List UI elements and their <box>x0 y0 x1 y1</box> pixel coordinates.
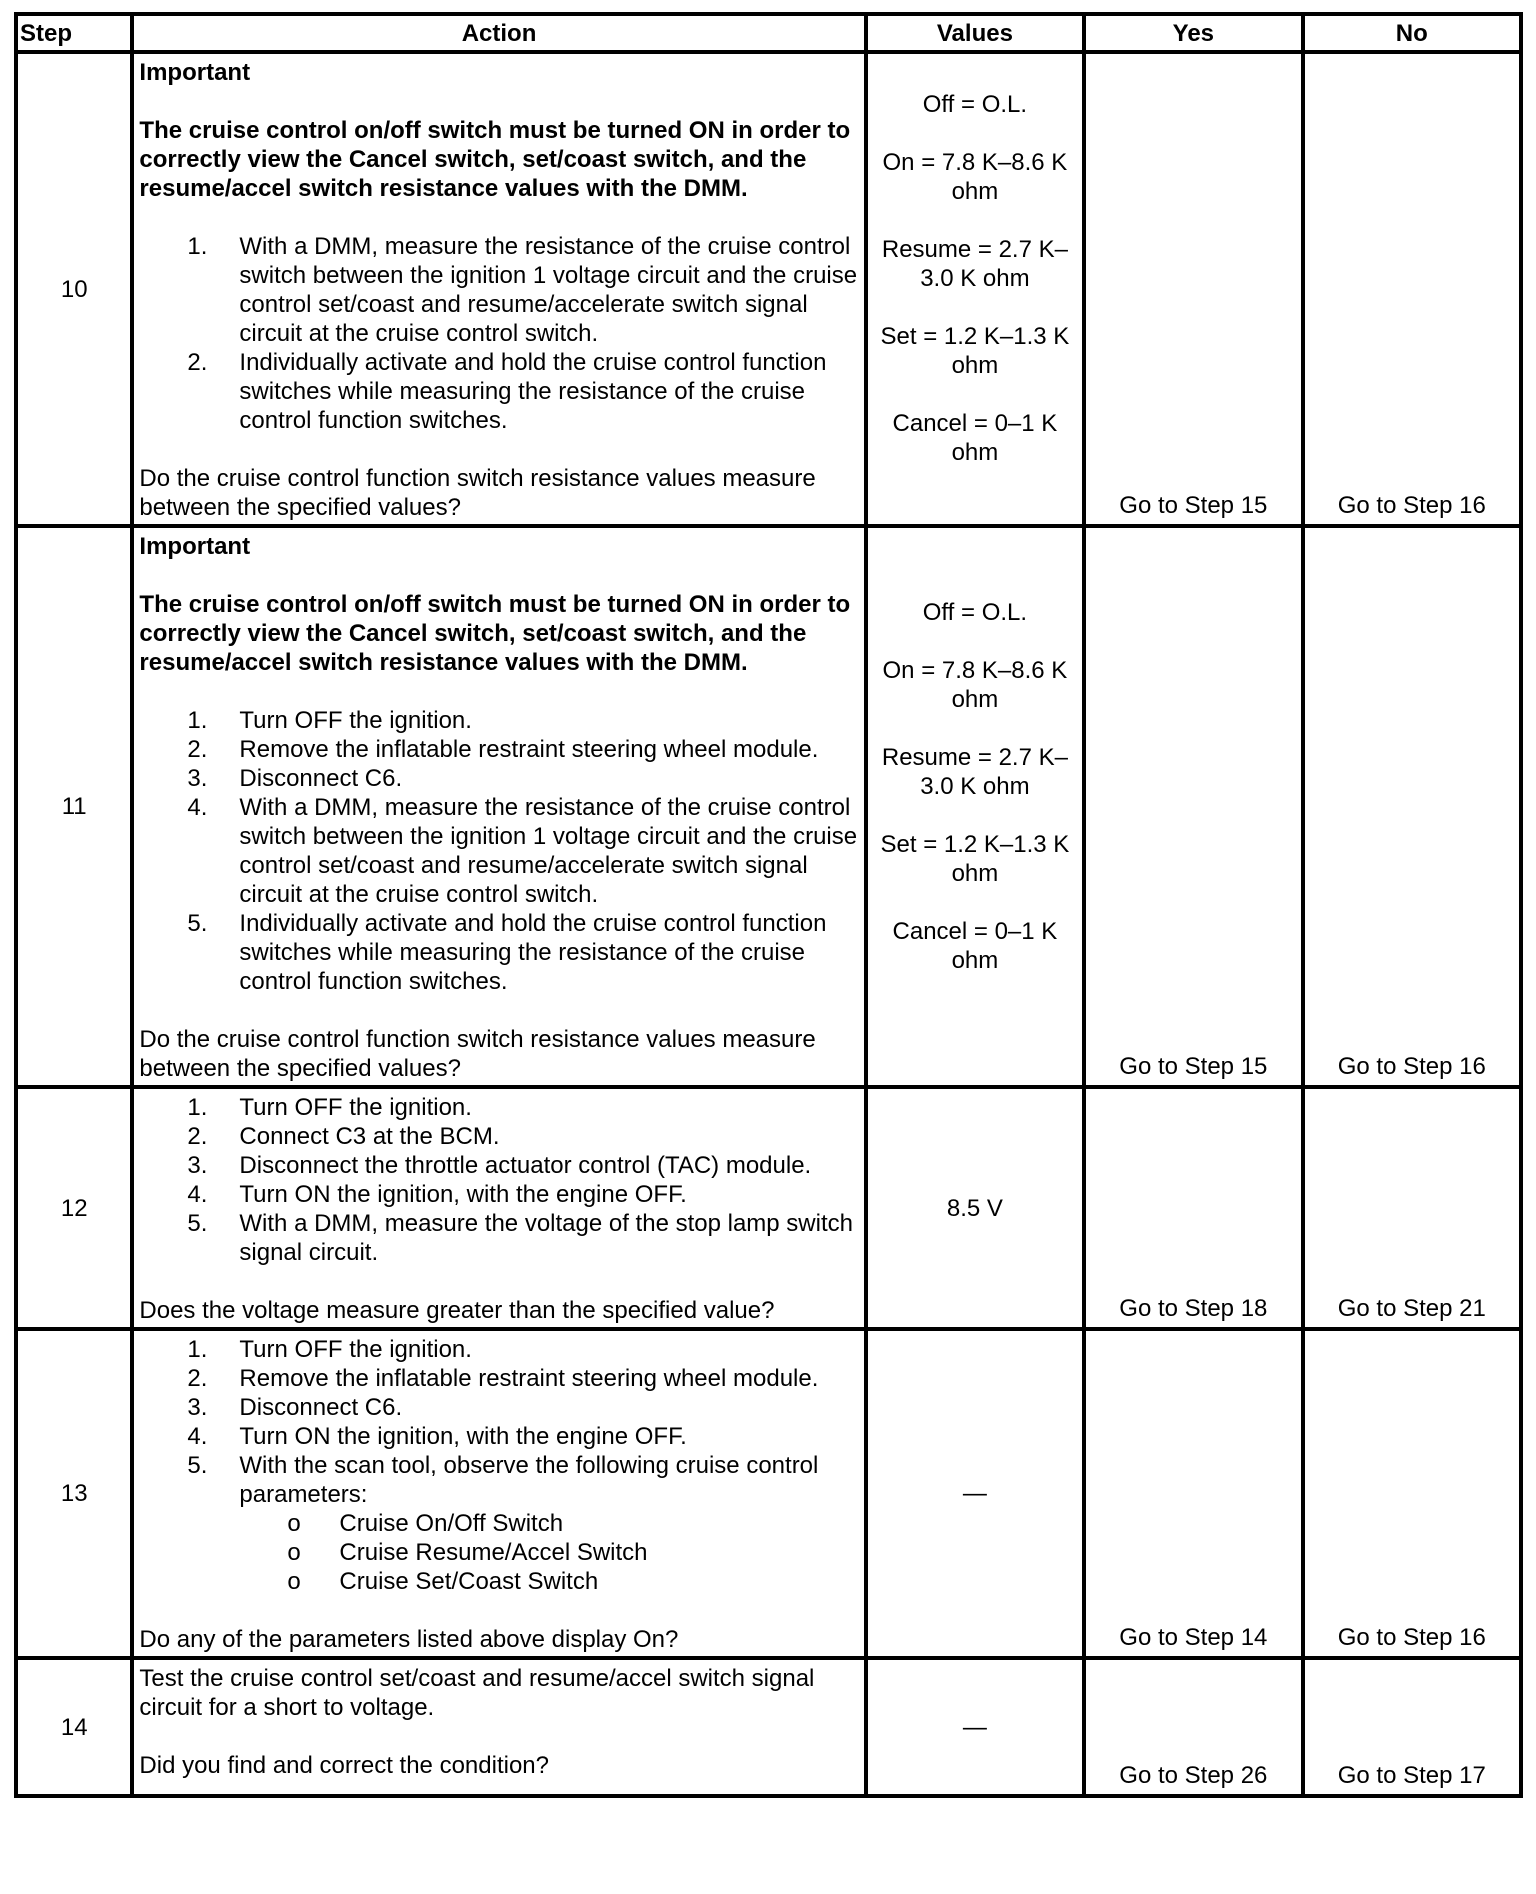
step-index: 5. <box>187 1210 208 1237</box>
list-item <box>239 1538 857 1567</box>
question-text: Do the cruise control function switch resistance values measure between the specified values? <box>139 1026 816 1082</box>
values-cell <box>866 52 1084 526</box>
step-number: 10 <box>16 52 132 526</box>
step-index: 3. <box>187 1394 208 1421</box>
value-item: On = 7.8 K–8.6 K ohm <box>882 657 1068 713</box>
step-text: Connect C3 at the BCM. <box>239 1123 500 1150</box>
list-item <box>239 1509 857 1538</box>
procedure-step <box>139 735 857 764</box>
step-index: 4. <box>187 1423 208 1450</box>
step-number: 12 <box>16 1087 132 1329</box>
procedure-step <box>139 1422 857 1451</box>
step-index: 3. <box>187 1152 208 1179</box>
step-text: Turn ON the ignition, with the engine OFF. <box>239 1423 687 1450</box>
no-cell: Go to Step 17 <box>1303 1658 1521 1796</box>
table-row <box>16 526 1521 1087</box>
step-index: 1. <box>187 707 208 734</box>
action-text: Test the cruise control set/coast and resume/accel switch signal circuit for a short to voltage. <box>139 1665 815 1721</box>
step-text: Individually activate and hold the cruise control function switches while measuring the resistance of the cruise control function switches. <box>239 910 827 995</box>
list-item <box>239 1567 857 1596</box>
step-index: 4. <box>187 1181 208 1208</box>
header-step: Step <box>16 14 132 52</box>
header-values: Values <box>866 14 1084 52</box>
procedure-step <box>139 1393 857 1422</box>
procedure-step <box>139 348 857 435</box>
header-no: No <box>1303 14 1521 52</box>
table-row <box>16 52 1521 526</box>
yes-cell: Go to Step 14 <box>1084 1329 1302 1658</box>
step-text: Turn OFF the ignition. <box>239 1094 472 1121</box>
bullet-icon: o <box>287 1568 301 1595</box>
question-text: Do the cruise control function switch resistance values measure between the specified values? <box>139 465 816 521</box>
yes-cell: Go to Step 15 <box>1084 52 1302 526</box>
value-item: Resume = 2.7 K–3.0 K ohm <box>881 744 1068 800</box>
step-index: 2. <box>187 736 208 763</box>
action-cell <box>132 1329 865 1658</box>
values-cell <box>866 1087 1084 1329</box>
no-cell: Go to Step 16 <box>1303 52 1521 526</box>
step-index: 2. <box>187 1123 208 1150</box>
step-index: 1. <box>187 1094 208 1121</box>
step-number: 13 <box>16 1329 132 1658</box>
question-text: Do any of the parameters listed above display On? <box>139 1626 679 1653</box>
step-text: Disconnect C6. <box>239 765 403 792</box>
step-text: Disconnect C6. <box>239 1394 403 1421</box>
procedure-step <box>139 793 857 909</box>
step-index: 2. <box>187 349 208 376</box>
procedure-step <box>139 764 857 793</box>
no-cell: Go to Step 16 <box>1303 526 1521 1087</box>
step-text: Disconnect the throttle actuator control (TAC) module. <box>239 1152 812 1179</box>
header-yes: Yes <box>1084 14 1302 52</box>
diagnostic-document <box>14 12 1523 1798</box>
step-number: 11 <box>16 526 132 1087</box>
important-text: The cruise control on/off switch must be turned ON in order to correctly view the Cancel switch, set/coast switch, and the resume/accel switch resistance values with the DMM. <box>139 591 851 676</box>
question-text: Did you find and correct the condition? <box>139 1752 549 1779</box>
value-item: Set = 1.2 K–1.3 K ohm <box>880 323 1070 379</box>
procedure-step <box>139 1093 857 1122</box>
important-title: Important <box>139 59 251 86</box>
parameter-name: Cruise On/Off Switch <box>339 1510 564 1537</box>
value-item: 8.5 V <box>946 1194 1003 1222</box>
procedure-list <box>139 706 857 996</box>
table-row <box>16 1329 1521 1658</box>
value-item: — <box>962 1480 987 1507</box>
step-index: 1. <box>187 233 208 260</box>
value-item: Off = O.L. <box>922 599 1028 626</box>
step-text: With the scan tool, observe the following cruise control parameters: <box>239 1452 819 1508</box>
procedure-step <box>139 1335 857 1364</box>
procedure-step <box>139 1209 857 1267</box>
procedure-list <box>139 1335 857 1596</box>
procedure-step <box>139 706 857 735</box>
parameter-list <box>239 1509 857 1596</box>
step-index: 3. <box>187 765 208 792</box>
step-index: 1. <box>187 1336 208 1363</box>
step-text: Remove the inflatable restraint steering wheel module. <box>239 1365 819 1392</box>
value-item: Set = 1.2 K–1.3 K ohm <box>880 831 1070 887</box>
step-text: With a DMM, measure the resistance of the cruise control switch between the ignition 1 voltage circuit and the cruise control set/coast and resume/accelerate switch signal circuit at the cruise control switch. <box>239 233 858 347</box>
bullet-icon: o <box>287 1510 301 1537</box>
parameter-name: Cruise Set/Coast Switch <box>339 1568 599 1595</box>
value-item: Off = O.L. <box>922 91 1028 118</box>
values-cell <box>866 1658 1084 1796</box>
step-index: 2. <box>187 1365 208 1392</box>
procedure-step <box>139 232 857 348</box>
action-cell <box>132 526 865 1087</box>
values-cell <box>866 1329 1084 1658</box>
step-index: 5. <box>187 910 208 937</box>
values-cell <box>866 526 1084 1087</box>
step-text: Individually activate and hold the cruise control function switches while measuring the resistance of the cruise control function switches. <box>239 349 827 434</box>
procedure-step <box>139 909 857 996</box>
action-cell <box>132 52 865 526</box>
procedure-step <box>139 1151 857 1180</box>
important-title: Important <box>139 533 251 560</box>
yes-cell: Go to Step 18 <box>1084 1087 1302 1329</box>
step-text: Remove the inflatable restraint steering wheel module. <box>239 736 819 763</box>
bullet-icon: o <box>287 1539 301 1566</box>
procedure-list <box>139 1093 857 1267</box>
no-cell: Go to Step 21 <box>1303 1087 1521 1329</box>
step-text: Turn ON the ignition, with the engine OFF. <box>239 1181 687 1208</box>
parameter-name: Cruise Resume/Accel Switch <box>339 1539 648 1566</box>
important-text: The cruise control on/off switch must be turned ON in order to correctly view the Cancel switch, set/coast switch, and the resume/accel switch resistance values with the DMM. <box>139 117 851 202</box>
action-cell <box>132 1658 865 1796</box>
procedure-step <box>139 1451 857 1596</box>
procedure-step <box>139 1364 857 1393</box>
header-row <box>16 14 1521 52</box>
step-text: Turn OFF the ignition. <box>239 1336 472 1363</box>
header-action: Action <box>132 14 865 52</box>
table-row <box>16 1087 1521 1329</box>
procedure-step <box>139 1122 857 1151</box>
procedure-step <box>139 1180 857 1209</box>
value-item: Cancel = 0–1 K ohm <box>892 410 1058 466</box>
step-number: 14 <box>16 1658 132 1796</box>
yes-cell: Go to Step 15 <box>1084 526 1302 1087</box>
no-cell: Go to Step 16 <box>1303 1329 1521 1658</box>
table-row <box>16 1658 1521 1796</box>
yes-cell: Go to Step 26 <box>1084 1658 1302 1796</box>
step-index: 4. <box>187 794 208 821</box>
step-text: With a DMM, measure the voltage of the stop lamp switch signal circuit. <box>239 1210 853 1266</box>
procedure-list <box>139 232 857 435</box>
value-item: On = 7.8 K–8.6 K ohm <box>882 149 1068 205</box>
step-text: Turn OFF the ignition. <box>239 707 472 734</box>
step-index: 5. <box>187 1452 208 1479</box>
step-text: With a DMM, measure the resistance of the cruise control switch between the ignition 1 voltage circuit and the cruise control set/coast and resume/accelerate switch signal circuit at the cruise control switch. <box>239 794 858 908</box>
diagnostic-table <box>14 12 1523 1798</box>
question-text: Does the voltage measure greater than the specified value? <box>139 1297 775 1324</box>
value-item: — <box>962 1713 987 1741</box>
action-cell <box>132 1087 865 1329</box>
value-item: Resume = 2.7 K–3.0 K ohm <box>881 236 1068 292</box>
value-item: Cancel = 0–1 K ohm <box>892 918 1058 974</box>
